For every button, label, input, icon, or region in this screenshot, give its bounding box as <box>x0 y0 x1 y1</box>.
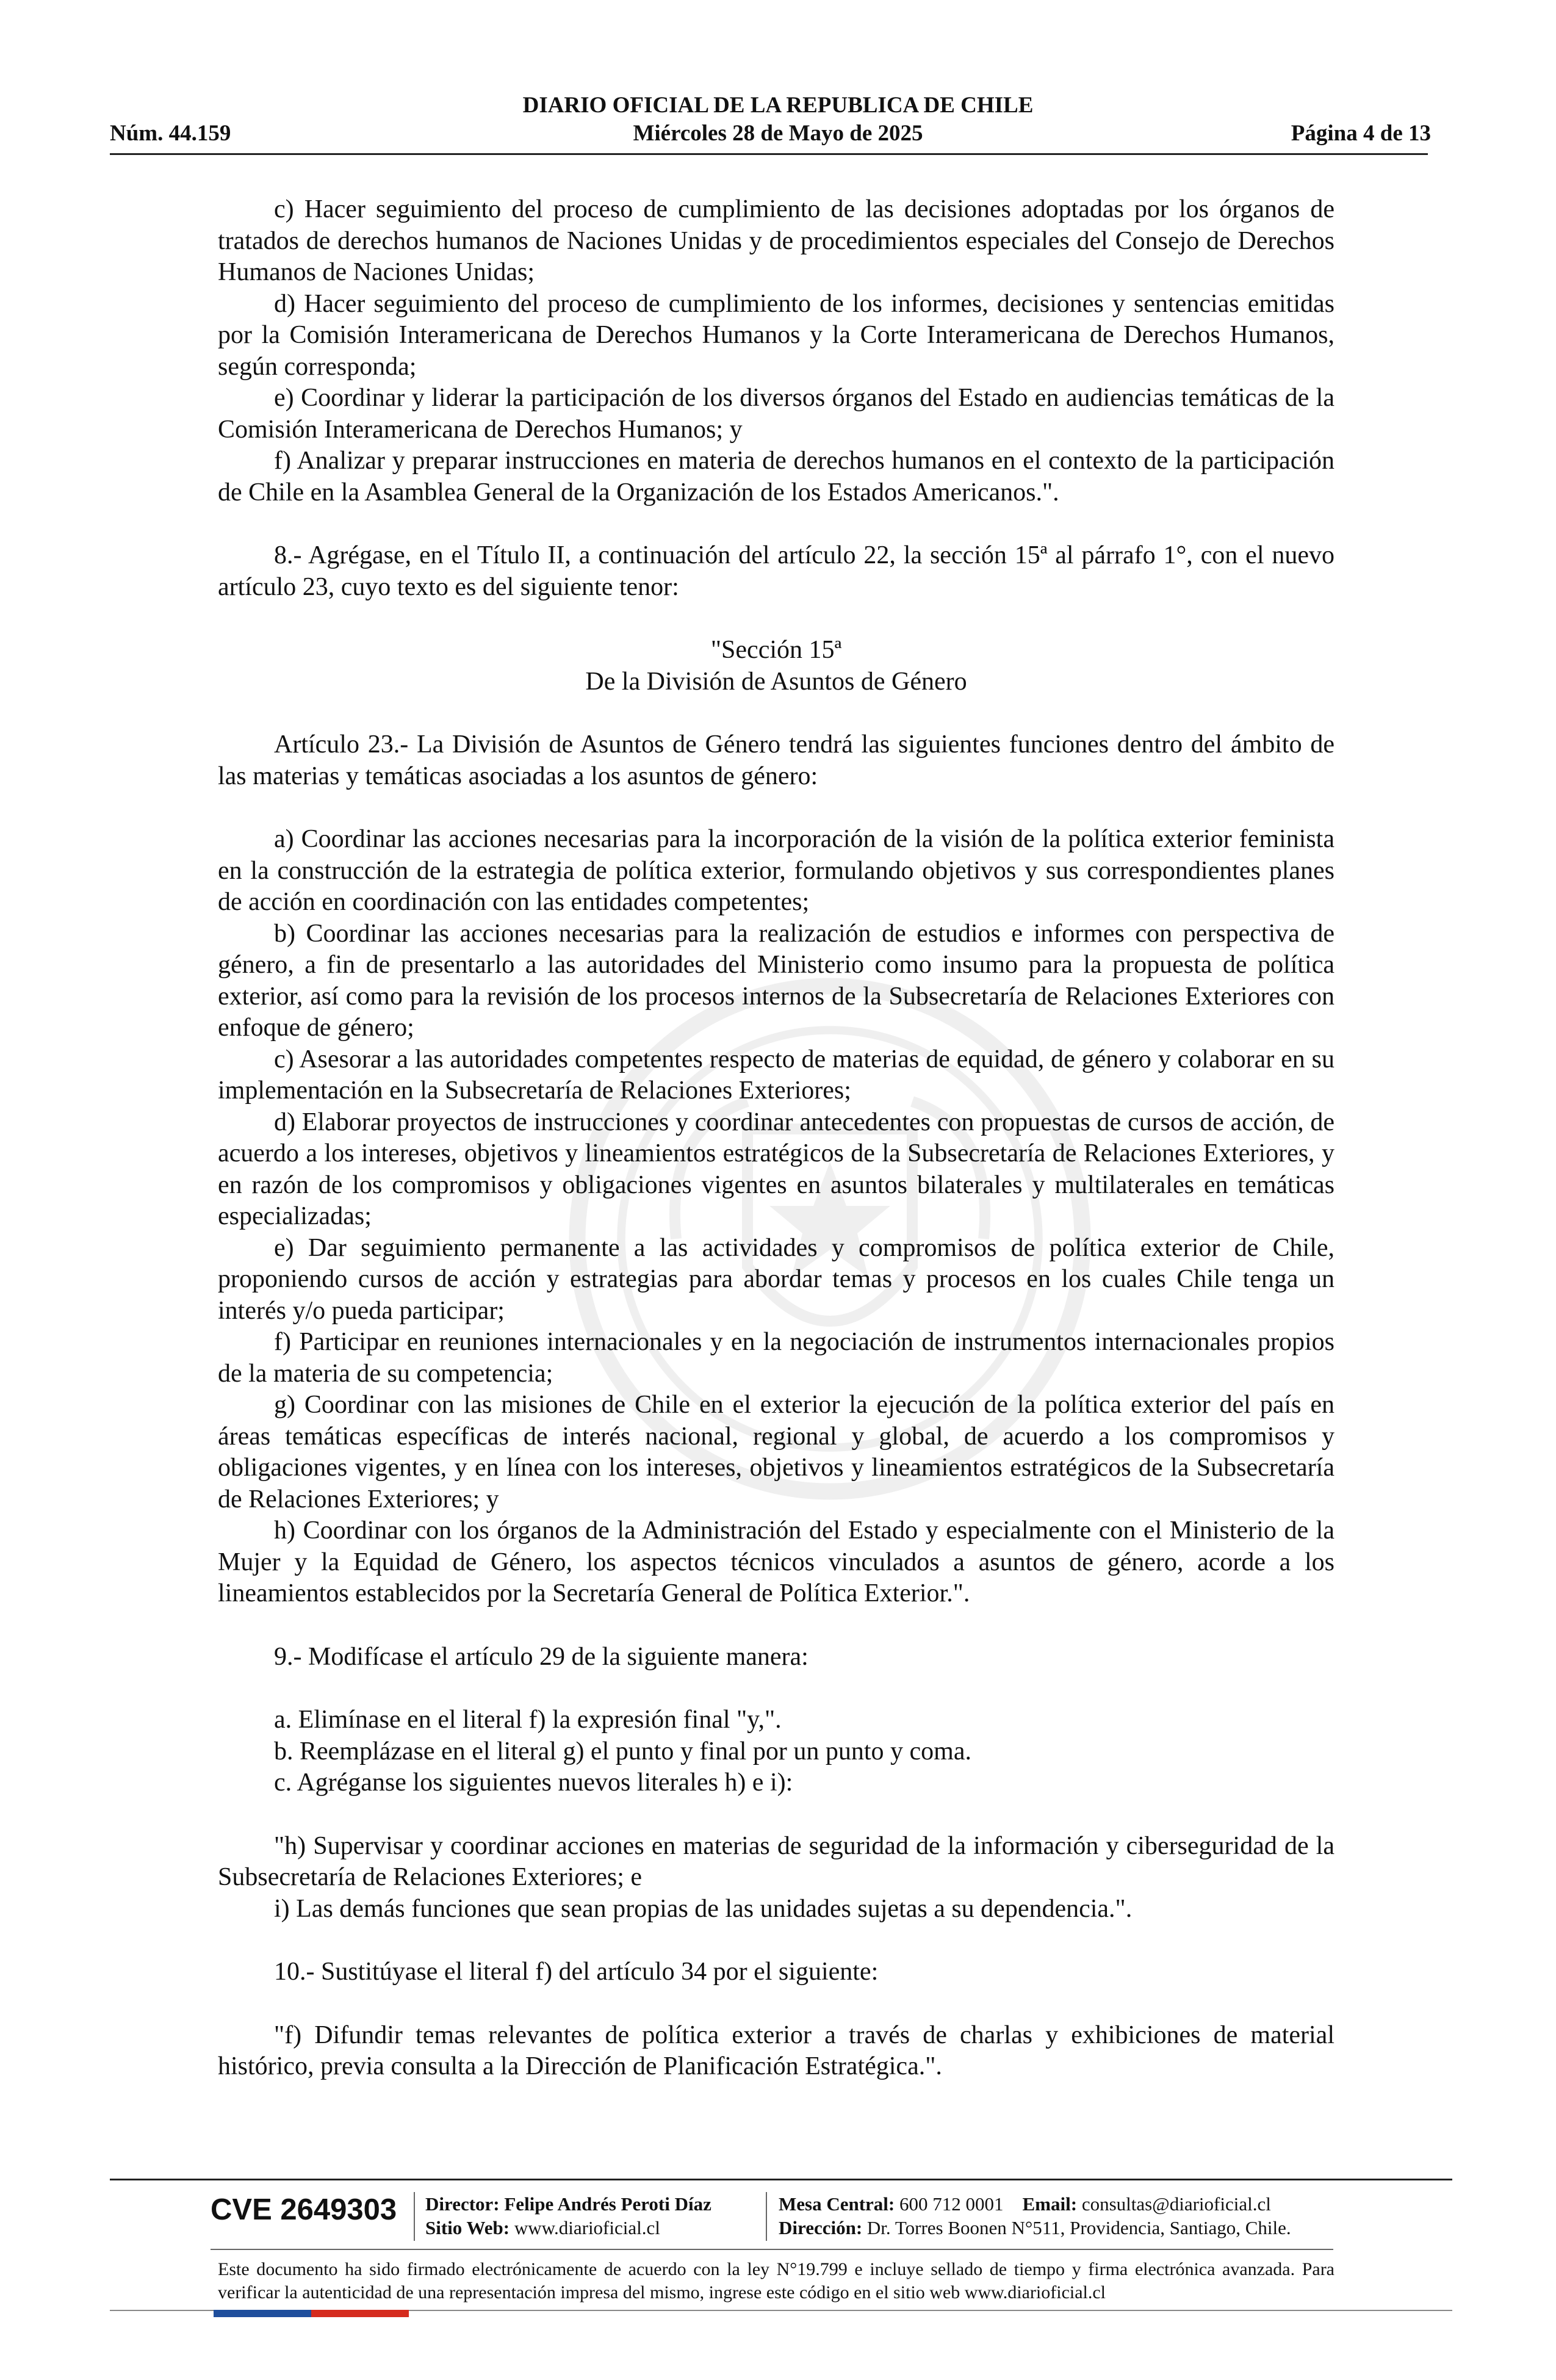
director-name: Felipe Andrés Peroti Díaz <box>504 2193 711 2215</box>
director-label: Director: <box>425 2193 500 2215</box>
mesa-label: Mesa Central: <box>779 2193 895 2215</box>
new-literal-i: i) Las demás funciones que sean propias de las unidades sujetas a su dependencia.". <box>274 1894 1133 1923</box>
footer-divider <box>110 2179 1452 2180</box>
website-link[interactable]: www.diarioficial.cl <box>514 2217 660 2238</box>
flag-red-bar <box>311 2310 409 2317</box>
list-item-h: h) Coordinar con los órganos de la Administración del Estado y especialmente con el Ministerio de la Mujer y la Equidad de Género, los aspectos técnicos vinculados a asuntos de género, acorde a los lineamientos establecidos por la Secretaría General de Política Exterior.". <box>218 1516 1334 1607</box>
article-9-item-c: c. Agréganse los siguientes nuevos literales h) e i): <box>274 1769 793 1797</box>
paragraph-d: d) Hacer seguimiento del proceso de cumplimiento de los informes, decisiones y sentencias emitidas por la Comisión Interamericana de Derechos Humanos y la Corte Interamericana de Derechos Humanos, según corresponda; <box>218 289 1334 381</box>
list-item-b: b) Coordinar las acciones necesarias para la realización de estudios e informes con perspectiva de género, a fin de presentarlo a las autoridades del Ministerio como insumo para la propuesta de política exterior, así como para la revisión de los procesos internos de la Subsecretaría de Relaciones Exteriores con enfoque de género; <box>218 919 1334 1042</box>
article-9-item-a: a. Elimínase en el literal f) la expresión final "y,". <box>274 1706 782 1734</box>
address-value: Dr. Torres Boonen N°511, Providencia, Santiago, Chile. <box>866 2217 1291 2238</box>
issue-number: Núm. 44.159 <box>110 121 231 146</box>
new-literal-h: "h) Supervisar y coordinar acciones en materias de seguridad de la información y ciberseguridad de la Subsecretaría de Relaciones Exteriores; e <box>218 1831 1334 1891</box>
article-8-paragraph: 8.- Agrégase, en el Título II, a continuación del artículo 22, la sección 15ª al párrafo 1°, con el nuevo artículo 23, cuyo texto es del siguiente tenor: <box>218 541 1334 601</box>
list-item-f: f) Participar en reuniones internacionales y en la negociación de instrumentos internacionales propios de la materia de su competencia; <box>218 1328 1334 1388</box>
mesa-phone: 600 712 0001 <box>899 2193 1004 2215</box>
list-item-g: g) Coordinar con las misiones de Chile en el exterior la ejecución de la política exterior del país en áreas temáticas específicas de interés nacional, regional y global, de acuerdo a los compromisos y obligaciones vigentes, y en línea con los intereses, objetivos y lineamientos estratégicos de la Subsecretaría de Relaciones Exteriores; y <box>218 1391 1334 1513</box>
email-link[interactable]: consultas@diarioficial.cl <box>1081 2193 1271 2215</box>
address-label: Dirección: <box>779 2217 863 2238</box>
list-item-c: c) Asesorar a las autoridades competentes respecto de materias de equidad, de género y colaborar en su implementación en la Subsecretaría de Relaciones Exteriores; <box>218 1045 1334 1105</box>
cve-code: CVE 2649303 <box>211 2193 397 2226</box>
article-9-paragraph: 9.- Modifícase el artículo 29 de la siguiente manera: <box>274 1642 809 1671</box>
footer-inner-divider <box>211 2249 1333 2250</box>
article-23-intro: Artículo 23.- La División de Asuntos de Género tendrá las siguientes funciones dentro del ámbito de las materias y temáticas asociadas a los asuntos de género: <box>218 730 1334 790</box>
website-label: Sitio Web: <box>425 2217 510 2238</box>
article-10-paragraph: 10.- Sustitúyase el literal f) del artículo 34 por el siguiente: <box>274 1958 879 1986</box>
article-9-item-b: b. Reemplázase en el literal g) el punto y final por un punto y coma. <box>274 1737 971 1765</box>
paragraph-c: c) Hacer seguimiento del proceso de cumplimiento de las decisiones adoptadas por los órganos de tratados de derechos humanos de Naciones Unidas y de procedimientos especiales del Consejo de Derechos Humanos de Naciones Unidas; <box>218 195 1334 286</box>
footer-director-block <box>425 2192 711 2240</box>
newspaper-title: DIARIO OFICIAL DE LA REPUBLICA DE CHILE <box>522 93 1034 118</box>
section-title: "Sección 15ª <box>710 636 842 664</box>
legal-notice: Este documento ha sido firmado electrónicamente de acuerdo con la ley N°19.799 e incluye sellado de tiempo y firma electrónica avanzada. Para verificar la autenticidad de una representación impresa del mismo, ingrese este código en el sitio web www.diarioficial.cl <box>218 2259 1334 2302</box>
paragraph-f: f) Analizar y preparar instrucciones en materia de derechos humanos en el contexto de la participación de Chile en la Asamblea General de la Organización de los Estados Americanos.". <box>218 447 1334 507</box>
issue-date: Miércoles 28 de Mayo de 2025 <box>633 121 923 146</box>
document-body <box>218 194 1334 2083</box>
footer-separator <box>414 2192 415 2241</box>
paragraph-e: e) Coordinar y liderar la participación de los diversos órganos del Estado en audiencias temáticas de la Comisión Interamericana de Derechos Humanos; y <box>218 384 1334 444</box>
header-divider <box>110 153 1428 155</box>
flag-blue-bar <box>214 2310 311 2317</box>
list-item-e: e) Dar seguimiento permanente a las actividades y compromisos de política exterior de Chile, proponiendo cursos de acción y estrategias para abordar temas y procesos en los cuales Chile tenga un interés y/o pueda participar; <box>218 1233 1334 1325</box>
list-item-d: d) Elaborar proyectos de instrucciones y coordinar antecedentes con propuestas de cursos de acción, de acuerdo a los intereses, objetivos y lineamientos estratégicos de la Subsecretaría de Relaciones Exteriores, y en razón de los compromisos y obligaciones vigentes en asuntos bilaterales y multilaterales en temáticas especializadas; <box>218 1108 1334 1230</box>
footer-contact-block <box>779 2192 1291 2240</box>
section-subtitle: De la División de Asuntos de Género <box>585 667 967 696</box>
footer-separator <box>766 2192 767 2241</box>
new-literal-f: "f) Difundir temas relevantes de política exterior a través de charlas y exhibiciones de material histórico, previa consulta a la Dirección de Planificación Estratégica.". <box>218 2021 1334 2080</box>
list-item-a: a) Coordinar las acciones necesarias para la incorporación de la visión de la política exterior feminista en la construcción de la estrategia de política exterior, formulando objetivos y sus correspondientes planes de acción en coordinación con las entidades competentes; <box>218 825 1334 916</box>
page-indicator: Página 4 de 13 <box>1291 121 1431 146</box>
email-label: Email: <box>1022 2193 1078 2215</box>
